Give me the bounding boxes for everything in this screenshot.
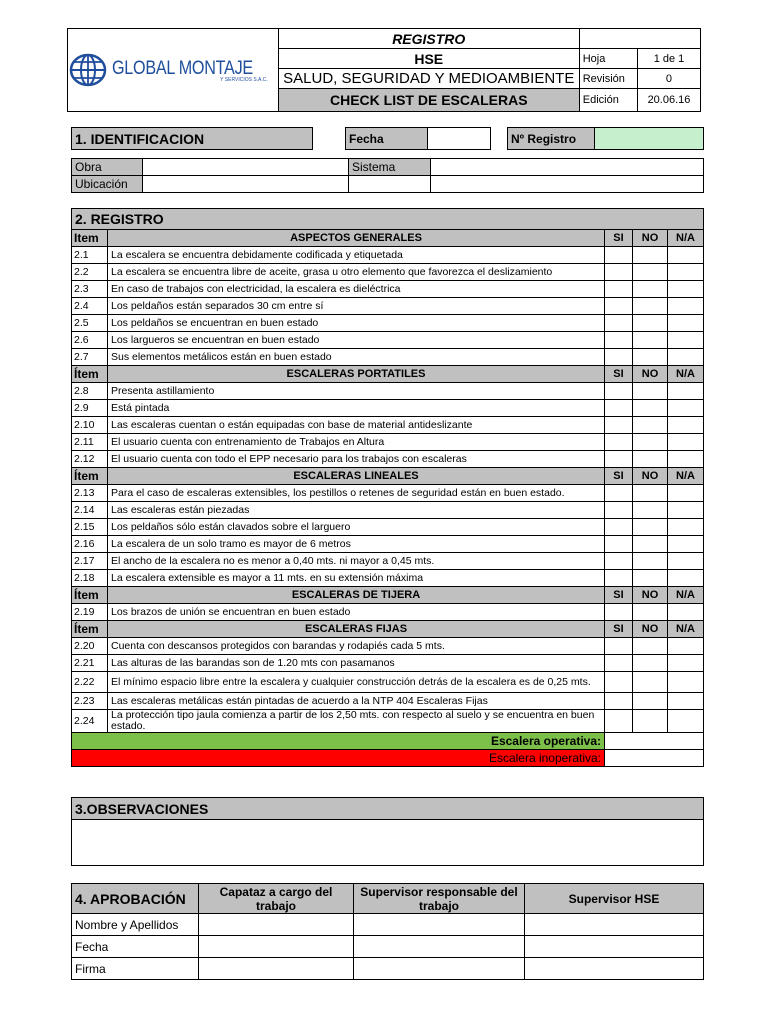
section-header bbox=[72, 468, 704, 485]
item-column-header: Ítem bbox=[72, 366, 108, 383]
na-checkbox[interactable] bbox=[668, 264, 704, 281]
capataz-field[interactable] bbox=[199, 936, 354, 958]
hoja-value: 1 de 1 bbox=[637, 49, 700, 69]
si-checkbox[interactable] bbox=[605, 281, 633, 298]
no-checkbox[interactable] bbox=[633, 693, 668, 710]
identificacion-title: 1. IDENTIFICACION bbox=[72, 128, 313, 150]
na-checkbox[interactable] bbox=[668, 298, 704, 315]
item-number: 2.19 bbox=[72, 604, 108, 621]
observaciones-title: 3.OBSERVACIONES bbox=[72, 798, 704, 820]
no-checkbox[interactable] bbox=[633, 298, 668, 315]
aprobacion-row-label: Fecha bbox=[72, 936, 199, 958]
na-checkbox[interactable] bbox=[668, 417, 704, 434]
no-checkbox[interactable] bbox=[633, 672, 668, 693]
na-checkbox[interactable] bbox=[668, 536, 704, 553]
na-checkbox[interactable] bbox=[668, 332, 704, 349]
na-checkbox[interactable] bbox=[668, 349, 704, 366]
section-header bbox=[72, 621, 704, 638]
fecha-field[interactable] bbox=[428, 128, 491, 150]
na-column-header: N/A bbox=[668, 621, 704, 638]
item-description: La escalera de un solo tramo es mayor de 6 metros bbox=[108, 536, 605, 553]
si-column-header: SI bbox=[605, 230, 633, 247]
si-column-header: SI bbox=[605, 468, 633, 485]
si-checkbox[interactable] bbox=[605, 400, 633, 417]
na-checkbox[interactable] bbox=[668, 519, 704, 536]
checklist-row bbox=[72, 536, 704, 553]
na-checkbox[interactable] bbox=[668, 315, 704, 332]
sistema-field[interactable] bbox=[431, 159, 704, 176]
item-description: Cuenta con descansos protegidos con barandas y rodapiés cada 5 mts. bbox=[108, 638, 605, 655]
na-column-header: N/A bbox=[668, 468, 704, 485]
na-checkbox[interactable] bbox=[668, 400, 704, 417]
no-column-header: NO bbox=[633, 587, 668, 604]
obra-label: Obra bbox=[72, 159, 143, 176]
item-number: 2.15 bbox=[72, 519, 108, 536]
si-checkbox[interactable] bbox=[605, 604, 633, 621]
si-checkbox[interactable] bbox=[605, 710, 633, 733]
logo-subtext: Y SERVICIOS S.A.C. bbox=[220, 76, 268, 83]
item-description: Sus elementos metálicos están en buen estado bbox=[108, 349, 605, 366]
sistema-label: Sistema bbox=[349, 159, 431, 176]
item-number: 2.22 bbox=[72, 672, 108, 693]
no-checkbox[interactable] bbox=[633, 638, 668, 655]
item-description: Los brazos de unión se encuentran en buen estado bbox=[108, 604, 605, 621]
globe-icon bbox=[68, 53, 108, 87]
si-column-header: SI bbox=[605, 587, 633, 604]
item-number: 2.21 bbox=[72, 655, 108, 672]
item-description: La escalera se encuentra debidamente codificada y etiquetada bbox=[108, 247, 605, 264]
aprobacion-row bbox=[72, 936, 704, 958]
item-number: 2.7 bbox=[72, 349, 108, 366]
aprobacion-section bbox=[71, 883, 704, 980]
si-checkbox[interactable] bbox=[605, 502, 633, 519]
identificacion-header bbox=[71, 127, 704, 150]
si-column-header: SI bbox=[605, 621, 633, 638]
item-number: 2.3 bbox=[72, 281, 108, 298]
item-number: 2.4 bbox=[72, 298, 108, 315]
supervisor-hse-header: Supervisor HSE bbox=[525, 884, 704, 914]
item-number: 2.9 bbox=[72, 400, 108, 417]
fecha-label: Fecha bbox=[346, 128, 428, 150]
registro-table bbox=[71, 208, 704, 767]
obra-field[interactable] bbox=[143, 159, 349, 176]
no-checkbox[interactable] bbox=[633, 400, 668, 417]
item-description: Está pintada bbox=[108, 400, 605, 417]
checklist-row bbox=[72, 349, 704, 366]
na-checkbox[interactable] bbox=[668, 451, 704, 468]
checklist-row bbox=[72, 604, 704, 621]
si-checkbox[interactable] bbox=[605, 264, 633, 281]
si-checkbox[interactable] bbox=[605, 693, 633, 710]
item-number: 2.23 bbox=[72, 693, 108, 710]
item-description: En caso de trabajos con electricidad, la escalera es dieléctrica bbox=[108, 281, 605, 298]
si-checkbox[interactable] bbox=[605, 536, 633, 553]
no-checkbox[interactable] bbox=[633, 536, 668, 553]
checklist-row bbox=[72, 417, 704, 434]
item-number: 2.13 bbox=[72, 485, 108, 502]
checklist-row bbox=[72, 655, 704, 672]
na-checkbox[interactable] bbox=[668, 485, 704, 502]
si-checkbox[interactable] bbox=[605, 638, 633, 655]
supervisor-responsable-field[interactable] bbox=[354, 914, 525, 936]
section-title: ESCALERAS LINEALES bbox=[108, 468, 605, 485]
item-number: 2.16 bbox=[72, 536, 108, 553]
checklist-row bbox=[72, 281, 704, 298]
item-column-header: Ítem bbox=[72, 468, 108, 485]
spacer bbox=[491, 128, 508, 150]
checklist-row bbox=[72, 710, 704, 733]
checklist-row bbox=[72, 434, 704, 451]
aprobacion-row-label: Nombre y Apellidos bbox=[72, 914, 199, 936]
revision-label: Revisión bbox=[579, 69, 637, 89]
na-checkbox[interactable] bbox=[668, 247, 704, 264]
item-number: 2.5 bbox=[72, 315, 108, 332]
supervisor-responsable-header: Supervisor responsable del trabajo bbox=[354, 884, 525, 914]
section-title: ESCALERAS DE TIJERA bbox=[108, 587, 605, 604]
no-checkbox[interactable] bbox=[633, 247, 668, 264]
registro-number-label: Nº Registro bbox=[508, 128, 595, 150]
item-number: 2.14 bbox=[72, 502, 108, 519]
identificacion-fields bbox=[71, 158, 704, 193]
item-number: 2.11 bbox=[72, 434, 108, 451]
item-number: 2.8 bbox=[72, 383, 108, 400]
capataz-header: Capataz a cargo del trabajo bbox=[199, 884, 354, 914]
item-description: Presenta astillamiento bbox=[108, 383, 605, 400]
revision-value: 0 bbox=[637, 69, 700, 89]
item-description: Los peldaños sólo están clavados sobre el larguero bbox=[108, 519, 605, 536]
checklist-row bbox=[72, 672, 704, 693]
si-column-header: SI bbox=[605, 366, 633, 383]
operativa-label: Escalera operativa: bbox=[72, 733, 605, 750]
no-checkbox[interactable] bbox=[633, 383, 668, 400]
blank-cell bbox=[349, 176, 431, 193]
item-number: 2.1 bbox=[72, 247, 108, 264]
no-column-header: NO bbox=[633, 230, 668, 247]
item-description: Las escaleras cuentan o están equipadas con base de material antideslizante bbox=[108, 417, 605, 434]
supervisor-hse-field[interactable] bbox=[525, 936, 704, 958]
observaciones-section bbox=[71, 797, 704, 866]
na-column-header: N/A bbox=[668, 366, 704, 383]
supervisor-responsable-field[interactable] bbox=[354, 936, 525, 958]
hoja-label: Hoja bbox=[579, 49, 637, 69]
si-checkbox[interactable] bbox=[605, 349, 633, 366]
no-checkbox[interactable] bbox=[633, 451, 668, 468]
capataz-field[interactable] bbox=[199, 914, 354, 936]
item-description: La escalera extensible es mayor a 11 mts. en su extensión máxima bbox=[108, 570, 605, 587]
item-description: Las escaleras están piezadas bbox=[108, 502, 605, 519]
item-number: 2.17 bbox=[72, 553, 108, 570]
si-checkbox[interactable] bbox=[605, 553, 633, 570]
checklist-row bbox=[72, 264, 704, 281]
si-checkbox[interactable] bbox=[605, 247, 633, 264]
item-description: El ancho de la escalera no es menor a 0,40 mts. ni mayor a 0,45 mts. bbox=[108, 553, 605, 570]
na-checkbox[interactable] bbox=[668, 655, 704, 672]
no-checkbox[interactable] bbox=[633, 502, 668, 519]
si-checkbox[interactable] bbox=[605, 519, 633, 536]
item-description: Las escaleras metálicas están pintadas de acuerdo a la NTP 404 Escaleras Fijas bbox=[108, 693, 605, 710]
item-number: 2.6 bbox=[72, 332, 108, 349]
item-description: La escalera se encuentra libre de aceite, grasa u otro elemento que favorezca el deslizamiento bbox=[108, 264, 605, 281]
operativa-field[interactable] bbox=[605, 733, 704, 750]
item-description: El mínimo espacio libre entre la escalera y cualquier construcción detrás de la escalera es de 0,25 mts. bbox=[108, 672, 605, 693]
item-number: 2.24 bbox=[72, 710, 108, 733]
checklist-row bbox=[72, 247, 704, 264]
item-description: La protección tipo jaula comienza a partir de los 2,50 mts. con respecto al suelo y se encuentra en buen estado. bbox=[108, 710, 605, 733]
inoperativa-label: Escalera inoperativa: bbox=[72, 750, 605, 767]
no-checkbox[interactable] bbox=[633, 570, 668, 587]
no-checkbox[interactable] bbox=[633, 281, 668, 298]
section-header bbox=[72, 587, 704, 604]
si-checkbox[interactable] bbox=[605, 570, 633, 587]
salud-label: SALUD, SEGURIDAD Y MEDIOAMBIENTE bbox=[278, 69, 579, 89]
na-column-header: N/A bbox=[668, 587, 704, 604]
checklist-row bbox=[72, 400, 704, 417]
section-title: ESCALERAS PORTATILES bbox=[108, 366, 605, 383]
no-checkbox[interactable] bbox=[633, 553, 668, 570]
checklist-row bbox=[72, 638, 704, 655]
item-number: 2.12 bbox=[72, 451, 108, 468]
capataz-field[interactable] bbox=[199, 958, 354, 980]
no-checkbox[interactable] bbox=[633, 349, 668, 366]
item-description: Los largueros se encuentran en buen estado bbox=[108, 332, 605, 349]
header-blank bbox=[579, 29, 700, 49]
si-checkbox[interactable] bbox=[605, 655, 633, 672]
na-checkbox[interactable] bbox=[668, 604, 704, 621]
item-description: Los peldaños están separados 30 cm entre sí bbox=[108, 298, 605, 315]
na-checkbox[interactable] bbox=[668, 693, 704, 710]
blank-cell bbox=[431, 176, 704, 193]
supervisor-hse-field[interactable] bbox=[525, 958, 704, 980]
edicion-value: 20.06.16 bbox=[637, 89, 700, 112]
si-checkbox[interactable] bbox=[605, 672, 633, 693]
checklist-row bbox=[72, 485, 704, 502]
no-checkbox[interactable] bbox=[633, 710, 668, 733]
na-checkbox[interactable] bbox=[668, 502, 704, 519]
item-description: Para el caso de escaleras extensibles, los pestillos o retenes de seguridad están en buen estado. bbox=[108, 485, 605, 502]
item-description: Las alturas de las barandas son de 1.20 mts con pasamanos bbox=[108, 655, 605, 672]
na-column-header: N/A bbox=[668, 230, 704, 247]
si-checkbox[interactable] bbox=[605, 417, 633, 434]
item-description: El usuario cuenta con todo el EPP necesario para los trabajos con escaleras bbox=[108, 451, 605, 468]
checklist-row bbox=[72, 315, 704, 332]
registro-number-field[interactable] bbox=[595, 128, 704, 150]
section-title: ASPECTOS GENERALES bbox=[108, 230, 605, 247]
item-number: 2.10 bbox=[72, 417, 108, 434]
no-checkbox[interactable] bbox=[633, 417, 668, 434]
item-number: 2.20 bbox=[72, 638, 108, 655]
si-checkbox[interactable] bbox=[605, 451, 633, 468]
inoperativa-field[interactable] bbox=[605, 750, 704, 767]
edicion-label: Edición bbox=[579, 89, 637, 112]
hse-label: HSE bbox=[278, 49, 579, 69]
si-checkbox[interactable] bbox=[605, 434, 633, 451]
item-column-header: Item bbox=[72, 230, 108, 247]
si-checkbox[interactable] bbox=[605, 298, 633, 315]
si-checkbox[interactable] bbox=[605, 485, 633, 502]
no-column-header: NO bbox=[633, 468, 668, 485]
no-checkbox[interactable] bbox=[633, 315, 668, 332]
checklist-row bbox=[72, 451, 704, 468]
company-logo bbox=[68, 29, 279, 112]
section-header bbox=[72, 366, 704, 383]
no-checkbox[interactable] bbox=[633, 434, 668, 451]
aprobacion-row bbox=[72, 914, 704, 936]
checklist-row bbox=[72, 298, 704, 315]
item-description: El usuario cuenta con entrenamiento de Trabajos en Altura bbox=[108, 434, 605, 451]
spacer bbox=[313, 128, 346, 150]
aprobacion-row bbox=[72, 958, 704, 980]
na-checkbox[interactable] bbox=[668, 434, 704, 451]
si-checkbox[interactable] bbox=[605, 332, 633, 349]
document-header bbox=[67, 28, 701, 112]
na-checkbox[interactable] bbox=[668, 638, 704, 655]
item-column-header: Ítem bbox=[72, 621, 108, 638]
ubicacion-field[interactable] bbox=[143, 176, 349, 193]
item-number: 2.18 bbox=[72, 570, 108, 587]
no-checkbox[interactable] bbox=[633, 332, 668, 349]
checklist-row bbox=[72, 383, 704, 400]
aprobacion-row-label: Firma bbox=[72, 958, 199, 980]
si-checkbox[interactable] bbox=[605, 315, 633, 332]
no-checkbox[interactable] bbox=[633, 604, 668, 621]
observaciones-field[interactable] bbox=[72, 820, 704, 866]
na-checkbox[interactable] bbox=[668, 281, 704, 298]
item-column-header: Ítem bbox=[72, 587, 108, 604]
item-number: 2.2 bbox=[72, 264, 108, 281]
no-column-header: NO bbox=[633, 621, 668, 638]
checklist-row bbox=[72, 693, 704, 710]
aprobacion-body bbox=[72, 914, 704, 980]
aprobacion-title: 4. APROBACIÓN bbox=[72, 884, 199, 914]
checklist-row bbox=[72, 570, 704, 587]
checklist-row bbox=[72, 553, 704, 570]
na-checkbox[interactable] bbox=[668, 570, 704, 587]
doc-title: CHECK LIST DE ESCALERAS bbox=[278, 89, 579, 112]
na-checkbox[interactable] bbox=[668, 383, 704, 400]
no-checkbox[interactable] bbox=[633, 485, 668, 502]
no-checkbox[interactable] bbox=[633, 264, 668, 281]
checklist-row bbox=[72, 502, 704, 519]
ubicacion-label: Ubicación bbox=[72, 176, 143, 193]
na-checkbox[interactable] bbox=[668, 672, 704, 693]
checklist-row bbox=[72, 519, 704, 536]
supervisor-hse-field[interactable] bbox=[525, 914, 704, 936]
na-checkbox[interactable] bbox=[668, 553, 704, 570]
registro-title: 2. REGISTRO bbox=[72, 209, 704, 230]
section-header bbox=[72, 230, 704, 247]
checklist-row bbox=[72, 332, 704, 349]
na-checkbox[interactable] bbox=[668, 710, 704, 733]
logo-text: GLOBAL MONTAJE bbox=[112, 57, 253, 79]
section-title: ESCALERAS FIJAS bbox=[108, 621, 605, 638]
si-checkbox[interactable] bbox=[605, 383, 633, 400]
no-checkbox[interactable] bbox=[633, 655, 668, 672]
no-column-header: NO bbox=[633, 366, 668, 383]
supervisor-responsable-field[interactable] bbox=[354, 958, 525, 980]
registro-body bbox=[72, 230, 704, 733]
registro-label: REGISTRO bbox=[278, 29, 579, 49]
item-description: Los peldaños se encuentran en buen estado bbox=[108, 315, 605, 332]
no-checkbox[interactable] bbox=[633, 519, 668, 536]
